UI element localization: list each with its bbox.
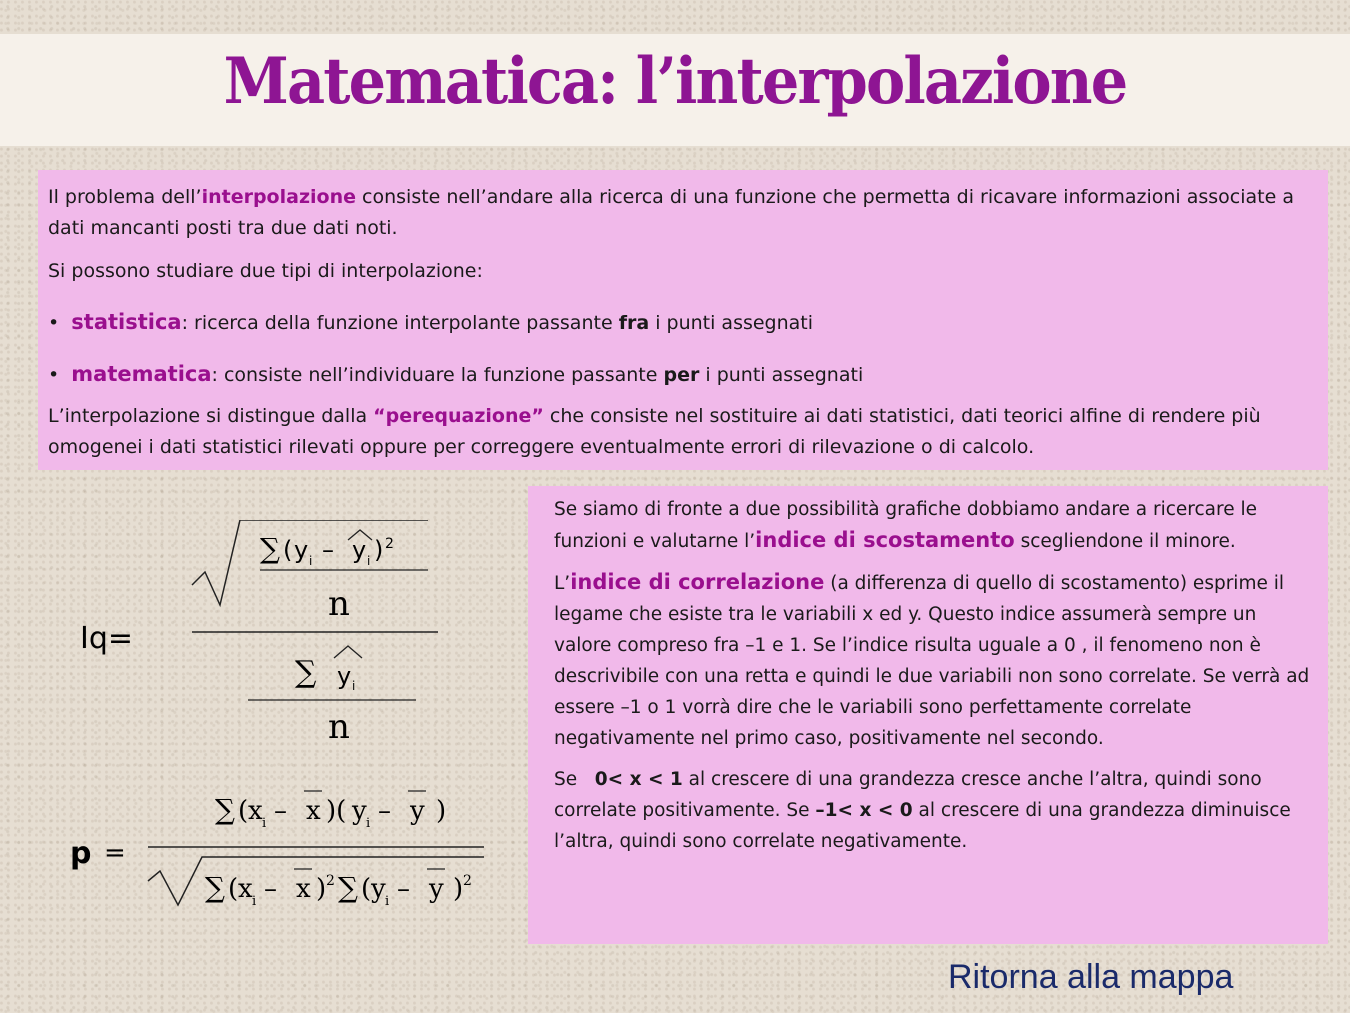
equals-sign: = bbox=[104, 838, 126, 868]
back-to-map-link[interactable]: Ritorna alla mappa bbox=[948, 958, 1234, 996]
paren-close: ) bbox=[436, 796, 447, 826]
page-title: Matematica: l’interpolazione bbox=[223, 44, 1127, 119]
y-symbol: y bbox=[371, 874, 386, 904]
x-bar-symbol: x bbox=[306, 796, 321, 826]
bullet-text: i punti assegnati bbox=[699, 364, 864, 386]
iq-label: Iq= bbox=[80, 621, 134, 656]
p-formula bbox=[60, 785, 520, 925]
perequazione-term: “perequazione” bbox=[373, 405, 544, 427]
n-symbol: n bbox=[328, 707, 350, 747]
correlazione-paragraph bbox=[554, 567, 1310, 754]
range-negative: –1< x < 0 bbox=[815, 800, 913, 821]
y-symbol: y bbox=[352, 796, 367, 826]
matematica-term: matematica bbox=[71, 362, 212, 386]
sub-i: i bbox=[366, 816, 371, 831]
body-text: Se siamo di fronte a due possibilità grafiche dobbiamo andare a ricercare le funzioni e valutarne l’ bbox=[554, 499, 1257, 552]
interpolazione-term: interpolazione bbox=[201, 186, 356, 208]
sigma-symbol: ∑ bbox=[295, 655, 317, 690]
exp-2: 2 bbox=[463, 873, 472, 889]
scostamento-paragraph bbox=[554, 494, 1310, 557]
correlation-box bbox=[528, 486, 1328, 944]
paren-open: ( bbox=[283, 536, 293, 564]
intro-paragraph bbox=[48, 182, 1314, 244]
sub-i: i bbox=[309, 554, 313, 568]
body-text: (a differenza di quello di scostamento) esprime il legame che esiste tra le variabili x ed y. Questo indice assumerà sempre un valore compreso fra –1 e 1. Se l’indice risulta uguale a 0 , il fenomeno non è descrivibile con una retta e quindi le due variabili non sono correlate. Se verrà ad essere –1 o 1 vorrà dire che le variabili sono perfettamente correlate negativamente nel primo caso, positivamente nel secondo. bbox=[554, 573, 1310, 749]
paren-close: ) bbox=[453, 874, 464, 904]
perequazione-paragraph bbox=[48, 401, 1314, 463]
paren-open: ( bbox=[361, 874, 372, 904]
sub-i: i bbox=[385, 894, 390, 909]
body-text: Se bbox=[554, 769, 595, 790]
body-text: L’ bbox=[554, 573, 571, 594]
iq-formula bbox=[80, 520, 520, 760]
sigma-symbol: ∑ bbox=[215, 793, 235, 826]
bullet-text: i punti assegnati bbox=[649, 312, 814, 334]
types-paragraph: Si possono studiare due tipi di interpolazione: bbox=[48, 260, 483, 282]
correlazione-term: indice di correlazione bbox=[570, 570, 825, 594]
range-positive: 0< x < 1 bbox=[594, 769, 683, 790]
minus-sign: – bbox=[397, 874, 410, 904]
intro-text: consiste nell’andare alla ricerca di una funzione che permetta di ricavare informazioni associate a dati mancanti posti tra due dati noti. bbox=[48, 186, 1294, 239]
paren-open: ( bbox=[238, 796, 249, 826]
scostamento-term: indice di scostamento bbox=[755, 528, 1015, 552]
bullet-dot: • bbox=[48, 364, 72, 386]
intro-text: L’interpolazione si distingue dalla bbox=[48, 405, 374, 427]
minus-sign: – bbox=[264, 874, 277, 904]
body-text: al crescere di una grandezza diminuisce l’altra, quindi sono correlate negativamente. bbox=[554, 800, 1291, 852]
p-label: p bbox=[70, 836, 92, 871]
x-symbol: x bbox=[238, 874, 253, 904]
n-symbol: n bbox=[328, 584, 350, 624]
sub-i: i bbox=[252, 894, 257, 909]
hat-icon bbox=[334, 646, 362, 658]
bullet-bold: per bbox=[663, 364, 700, 386]
y-bar-symbol: y bbox=[410, 796, 425, 826]
exp-2: 2 bbox=[326, 873, 335, 889]
minus-sign: – bbox=[322, 536, 334, 564]
paren-close: )( bbox=[326, 796, 347, 826]
bullet-matematica bbox=[48, 359, 1314, 391]
intro-box bbox=[38, 170, 1328, 470]
y-hat-symbol: y bbox=[352, 536, 367, 564]
minus-sign: – bbox=[378, 796, 391, 826]
bullet-text: : consiste nell’individuare la funzione passante bbox=[211, 364, 664, 386]
paren-close: ) bbox=[374, 536, 384, 564]
body-text: al crescere di una grandezza cresce anche l’altra, quindi sono correlate positivamente. Se bbox=[554, 769, 1262, 821]
x-symbol: x bbox=[248, 796, 263, 826]
statistica-term: statistica bbox=[71, 310, 182, 334]
y-hat-symbol: y bbox=[337, 662, 352, 690]
bullet-dot: • bbox=[48, 312, 72, 334]
intro-text: Il problema dell’ bbox=[48, 186, 202, 208]
sigma-symbol: ∑ bbox=[205, 871, 225, 904]
paren-close: ) bbox=[316, 874, 327, 904]
y-bar-symbol: y bbox=[429, 874, 444, 904]
minus-sign: – bbox=[274, 796, 287, 826]
paren-open: ( bbox=[228, 874, 239, 904]
bullet-statistica bbox=[48, 307, 1314, 339]
intro-text: che consiste nel sostituire ai dati statistici, dati teorici alfine di rendere più omogenei i dati statistici rilevati oppure per correggere eventualmente errori di rilevazione o di calcolo. bbox=[48, 405, 1261, 458]
sub-i: i bbox=[262, 816, 267, 831]
exp-2: 2 bbox=[385, 536, 394, 552]
bullet-text: : ricerca della funzione interpolante passante bbox=[181, 312, 619, 334]
range-paragraph bbox=[554, 764, 1310, 857]
bullet-bold: fra bbox=[618, 312, 650, 334]
sigma-symbol: ∑ bbox=[338, 871, 358, 904]
y-symbol: y bbox=[294, 536, 309, 564]
body-text: scegliendone il minore. bbox=[1014, 531, 1236, 552]
sub-i: i bbox=[367, 554, 371, 568]
sub-i: i bbox=[352, 679, 356, 693]
x-bar-symbol: x bbox=[296, 874, 311, 904]
sigma-symbol: ∑ bbox=[260, 532, 280, 565]
